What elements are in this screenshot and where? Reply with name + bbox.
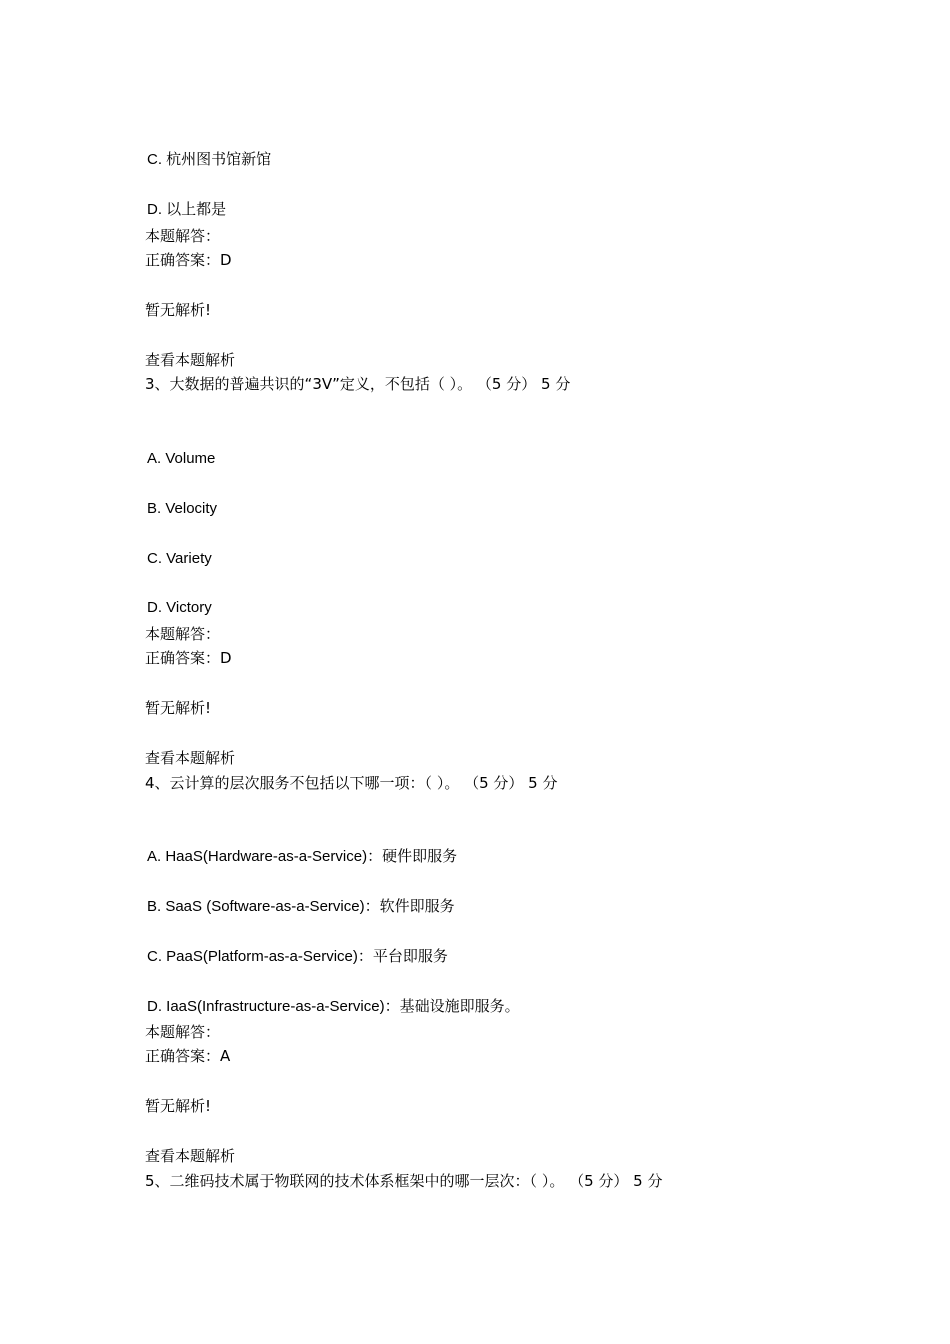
- q2-view-analysis-link[interactable]: 查看本题解析: [145, 351, 236, 369]
- q3-option-b[interactable]: B. Velocity: [147, 500, 218, 517]
- q2-answer-label: 本题解答：: [145, 227, 221, 245]
- q3-answer-label: 本题解答：: [145, 625, 221, 643]
- q3-correct-answer: 正确答案：D: [145, 649, 232, 667]
- q2-option-c[interactable]: C. 杭州图书馆新馆: [147, 151, 272, 168]
- q3-option-d[interactable]: D. Victory: [147, 599, 212, 616]
- q4-option-a[interactable]: A. HaaS(Hardware-as-a-Service)：硬件即服务: [147, 848, 458, 865]
- q2-option-d[interactable]: D. 以上都是: [147, 201, 227, 218]
- q2-correct-answer: 正确答案：D: [145, 251, 232, 269]
- q5-question: 5、二维码技术属于物联网的技术体系框架中的哪一层次：（ ）。 （5 分） 5 分: [145, 1172, 663, 1190]
- q4-analysis: 暂无解析!: [145, 1097, 212, 1115]
- q4-answer-label: 本题解答：: [145, 1023, 221, 1041]
- q3-question: 3、大数据的普遍共识的“3V”定义，不包括（ ）。 （5 分） 5 分: [145, 375, 571, 393]
- q3-option-a[interactable]: A. Volume: [147, 450, 216, 467]
- q4-option-d[interactable]: D. IaaS(Infrastructure-as-a-Service)：基础设施即服务。: [147, 998, 520, 1015]
- q4-view-analysis-link[interactable]: 查看本题解析: [145, 1147, 236, 1165]
- q4-option-c[interactable]: C. PaaS(Platform-as-a-Service)：平台即服务: [147, 948, 448, 965]
- q4-option-b[interactable]: B. SaaS (Software-as-a-Service)：软件即服务: [147, 898, 455, 915]
- q3-analysis: 暂无解析!: [145, 699, 212, 717]
- q3-option-c[interactable]: C. Variety: [147, 550, 212, 567]
- q3-view-analysis-link[interactable]: 查看本题解析: [145, 749, 236, 767]
- q4-correct-answer: 正确答案：A: [145, 1047, 231, 1065]
- q2-analysis: 暂无解析!: [145, 301, 212, 319]
- q4-question: 4、云计算的层次服务不包括以下哪一项：（ ）。 （5 分） 5 分: [145, 774, 558, 792]
